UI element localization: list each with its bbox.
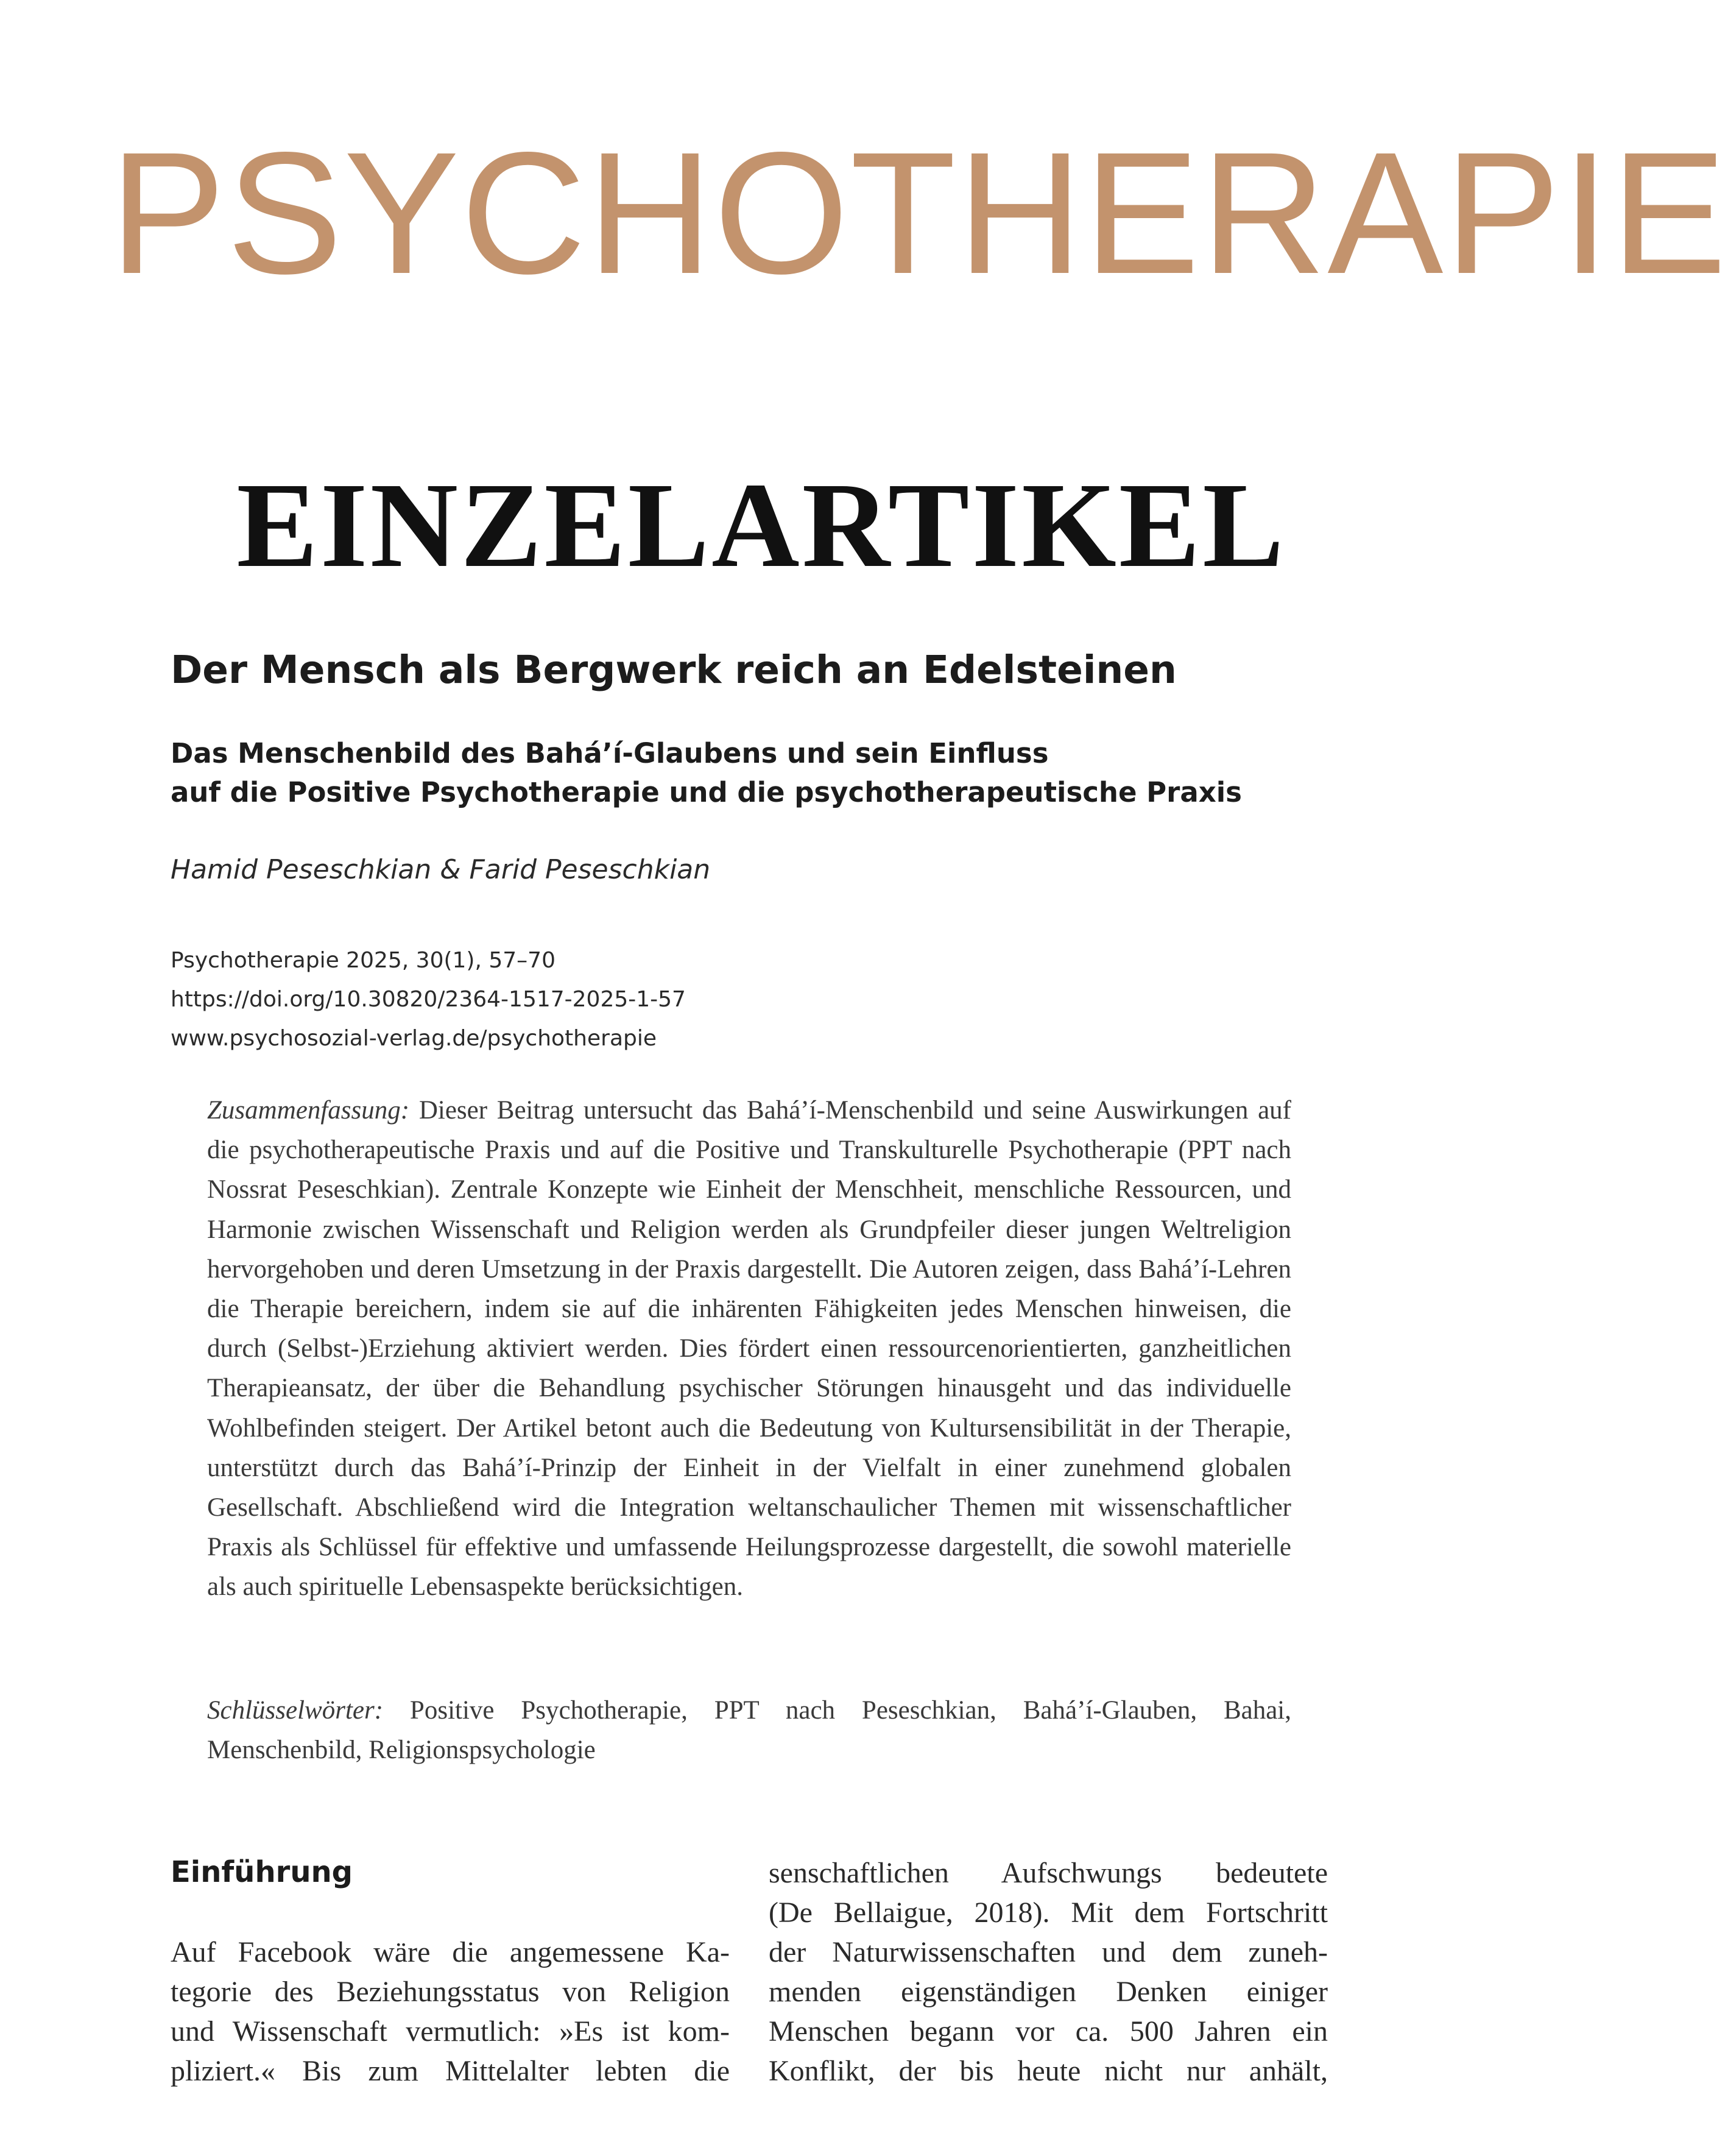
article-category: EINZELARTIKEL (236, 458, 1286, 593)
journal-name: PSYCHOTHERAPIE (110, 116, 1728, 310)
body-line: und Wissenschaft vermutlich: »Es ist kom- (171, 2015, 730, 2048)
body-line: menden eigenständigen Denken einiger (769, 1976, 1328, 2008)
website-link[interactable]: www.psychosozial-verlag.de/psychotherapie (171, 1026, 657, 1051)
article-meta (171, 941, 1358, 1058)
abstract-label: Zusammenfassung: (207, 1096, 410, 1125)
subtitle-line: Das Menschenbild des Bahá’í-Glaubens und sein Einfluss (171, 737, 1049, 769)
body-line: tegorie des Beziehungsstatus von Religion (171, 1976, 730, 2008)
body-column-right (769, 1853, 1328, 2151)
abstract (207, 1090, 1291, 1607)
keywords-label: Schlüsselwörter: (207, 1696, 384, 1725)
subtitle-line: auf die Positive Psychotherapie und die psychotherapeutische Praxis (171, 776, 1242, 808)
body-column-left (171, 1932, 730, 2151)
article-authors: Hamid Peseschkian & Farid Peseschkian (171, 854, 711, 885)
body-line: pliziert.« Bis zum Mittelalter lebten die (171, 2055, 730, 2087)
keywords-text: Positive Psychotherapie, PPT nach Peseschkian, Bahá’í-Glauben, Bahai, Menschenbild, Religionspsychologie (207, 1696, 1292, 1764)
article-subtitle (171, 734, 1358, 812)
keywords (207, 1691, 1291, 1770)
body-line: der Naturwissenschaften und dem zuneh- (769, 1936, 1328, 1968)
body-line: Menschen begann vor ca. 500 Jahren ein (769, 2015, 1328, 2048)
body-line: (De Bellaigue, 2018). Mit dem Fortschritt (769, 1896, 1328, 1929)
body-line: senschaftlichen Aufschwungs bedeutete (769, 1857, 1328, 1889)
body-line: Konflikt, der bis heute nicht nur anhält, (769, 2055, 1328, 2087)
article-title: Der Mensch als Bergwerk reich an Edelsteinen (171, 648, 1177, 692)
doi-link[interactable]: https://doi.org/10.30820/2364-1517-2025-1-57 (171, 987, 686, 1012)
citation: Psychotherapie 2025, 30(1), 57–70 (171, 948, 555, 973)
body-line: Auf Facebook wäre die angemessene Ka- (171, 1936, 730, 1968)
abstract-text: Dieser Beitrag untersucht das Bahá’í-Menschenbild und seine Auswirkungen auf die psychotherapeutische Praxis und auf die Positive und Transkulturelle Psychotherapie (PPT nach Nossrat Peseschkian). Zentrale Konzepte wie Einheit der Menschheit, menschliche Ressourcen, und Harmonie zwischen Wissenschaft und Religion werden als Grundpfeiler dieser jungen Weltreligion hervorgehoben und deren Umsetzung in der Praxis dargestellt. Die Autoren zeigen, dass Bahá’í-Lehren die Therapie bereichern, indem sie auf die inhärenten Fähigkeiten jedes Menschen hinweisen, die durch (Selbst-)Erziehung aktiviert werden. Dies fördert einen ressourcenorientierten, ganzheitlichen Therapieansatz, der über die Behandlung psychischer Störungen hinausgeht und das individuelle Wohlbefinden steigert. Der Artikel betont auch die Bedeutung von Kultursensibilität in der Therapie, unterstützt durch das Bahá’í-Prinzip der Einheit in der Vielfalt in einer zunehmend globalen Gesellschaft. Abschließend wird die Integration weltanschaulicher Themen mit wissenschaftlicher Praxis als Schlüssel für effektive und umfassende Heilungsprozesse dargestellt, die sowohl materielle als auch spirituelle Lebensaspekte berücksichtigen. (207, 1096, 1292, 1602)
section-heading: Einführung (171, 1855, 353, 1889)
